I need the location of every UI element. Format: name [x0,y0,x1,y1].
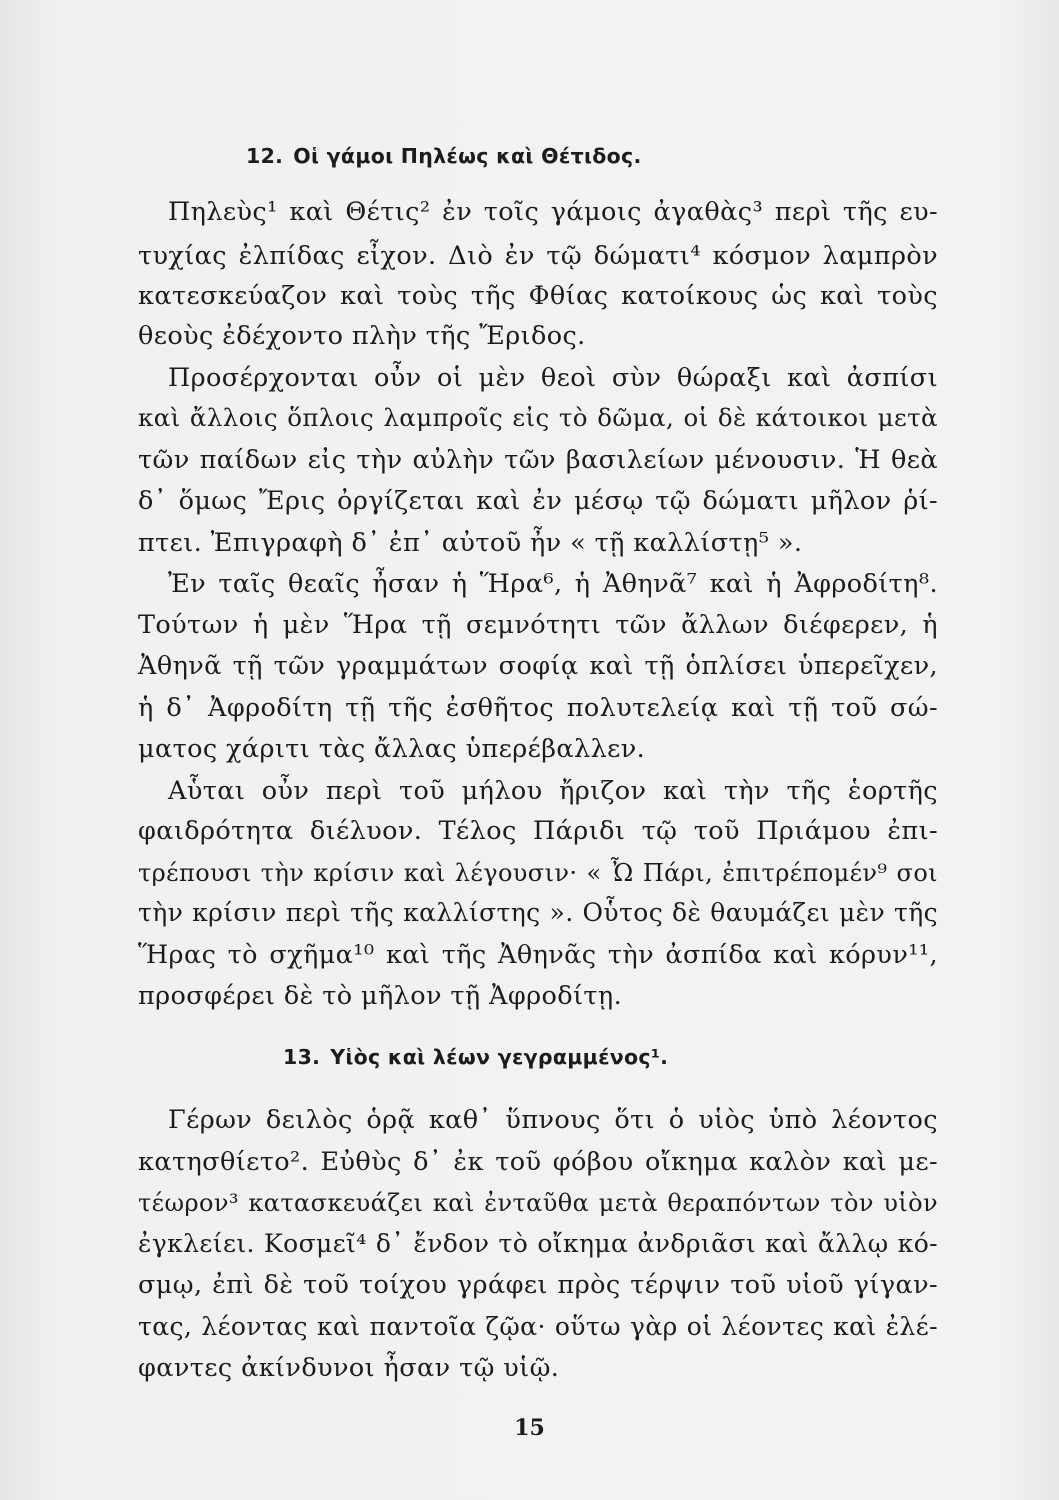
text-line: Τούτων ἡ μὲν Ἥρα τῇ σεμνότητι τῶν ἄλλων διέφερεν, ἡ [138,610,938,640]
text-line: τέωρον³ κατασκευάζει καὶ ἐνταῦθα μετὰ θεραπόντων τὸν υἱὸν [138,1189,938,1217]
text-line: σμῳ, ἐπὶ δὲ τοῦ τοίχου γράφει πρὸς τέρψιν τοῦ υἱοῦ γίγαν- [138,1270,938,1300]
text-line: ἐγκλείει. Κοσμεῖ⁴ δ᾽ ἔνδον τὸ οἴκημα ἀνδριᾶσι καὶ ἄλλῳ κό- [138,1229,938,1258]
text-line: τυχίας ἐλπίδας εἶχον. Διὸ ἐν τῷ δώματι⁴ κόσμον λαμπρὸν [138,241,938,271]
section-12-heading [246,142,642,170]
text-line: δ᾽ ὅμως Ἔρις ὀργίζεται καὶ ἐν μέσῳ τῷ δώματι μῆλον ῥί- [138,486,938,516]
text-line: ματος χάριτι τὰς ἄλλας ὑπερέβαλλεν. [138,734,646,764]
text-line: τῶν παίδων εἰς τὴν αὐλὴν τῶν βασιλείων μένουσιν. Ἡ θεὰ [138,445,938,475]
text-line: Πηλεὺς¹ καὶ Θέτις² ἐν τοῖς γάμοις ἀγαθὰς³ περὶ τῆς ευ- [168,197,938,227]
text-line: Ἀθηνᾶ τῇ τῶν γραμμάτων σοφίᾳ καὶ τῇ ὁπλίσει ὑπερεῖχεν, [138,651,938,681]
text-line: τρέπουσι τὴν κρίσιν καὶ λέγουσιν· « Ὦ Πάρι, ἐπιτρέπομέν⁹ σοι [138,859,938,887]
text-line: κατησθίετο². Εὐθὺς δ᾽ ἐκ τοῦ φόβου οἴκημα καλὸν καὶ με- [138,1147,938,1177]
section-13-heading [283,1043,668,1071]
text-line: προσφέρει δὲ τὸ μῆλον τῇ Ἀφροδίτῃ. [138,981,623,1011]
section-13-number: 13. [283,1045,321,1069]
text-line: Ἥρας τὸ σχῆμα¹⁰ καὶ τῆς Ἀθηνᾶς τὴν ἀσπίδα καὶ κόρυν¹¹, [138,940,938,970]
text-line: καὶ ἄλλοις ὅπλοις λαμπροῖς εἰς τὸ δῶμα, οἱ δὲ κάτοικοι μετὰ [138,403,938,432]
text-line: θεοὺς ἐδέχοντο πλὴν τῆς Ἔριδος. [138,321,586,351]
text-line: Προσέρχονται οὖν οἱ μὲν θεοὶ σὺν θώραξι καὶ ἀσπίσι [168,363,938,393]
text-line: φαντες ἀκίνδυνοι ἦσαν τῷ υἱῷ. [138,1353,560,1383]
text-line: ἡ δ᾽ Ἀφροδίτη τῇ τῆς ἐσθῆτος πολυτελείᾳ καὶ τῇ τοῦ σώ- [138,693,938,723]
page-number: 15 [514,1415,545,1441]
text-line: τας, λέοντας καὶ παντοῖα ζῷα· οὕτω γὰρ οἱ λέοντες καὶ ἐλέ- [138,1312,938,1341]
text-line: τὴν κρίσιν περὶ τῆς καλλίστης ». Οὗτος δὲ θαυμάζει μὲν τῆς [138,898,938,927]
section-12-title: Οἱ γάμοι Πηλέως καὶ Θέτιδος. [293,144,642,168]
section-12-number: 12. [246,144,284,168]
text-line: Αὗται οὖν περὶ τοῦ μήλου ἤριζον καὶ τὴν τῆς ἑορτῆς [168,776,938,806]
text-line: Γέρων δειλὸς ὁρᾷ καθ᾽ ὕπνους ὅτι ὁ υἱὸς ὑπὸ λέοντος [168,1105,938,1135]
section-13-title: Υἱὸς καὶ λέων γεγραμμένος¹. [330,1045,669,1069]
text-line: Ἐν ταῖς θεαῖς ἦσαν ἡ Ἥρα⁶, ἡ Ἀθηνᾶ⁷ καὶ ἡ Ἀφροδίτη⁸. [168,569,938,599]
text-line: πτει. Ἐπιγραφὴ δ᾽ ἐπ᾽ αὐτοῦ ἦν « τῇ καλλίστῃ⁵ ». [138,528,803,558]
text-line: φαιδρότητα διέλυον. Τέλος Πάριδι τῷ τοῦ Πριάμου ἐπι- [138,816,938,846]
text-line: κατεσκεύαζον καὶ τοὺς τῆς Φθίας κατοίκους ὡς καὶ τοὺς [138,281,938,311]
